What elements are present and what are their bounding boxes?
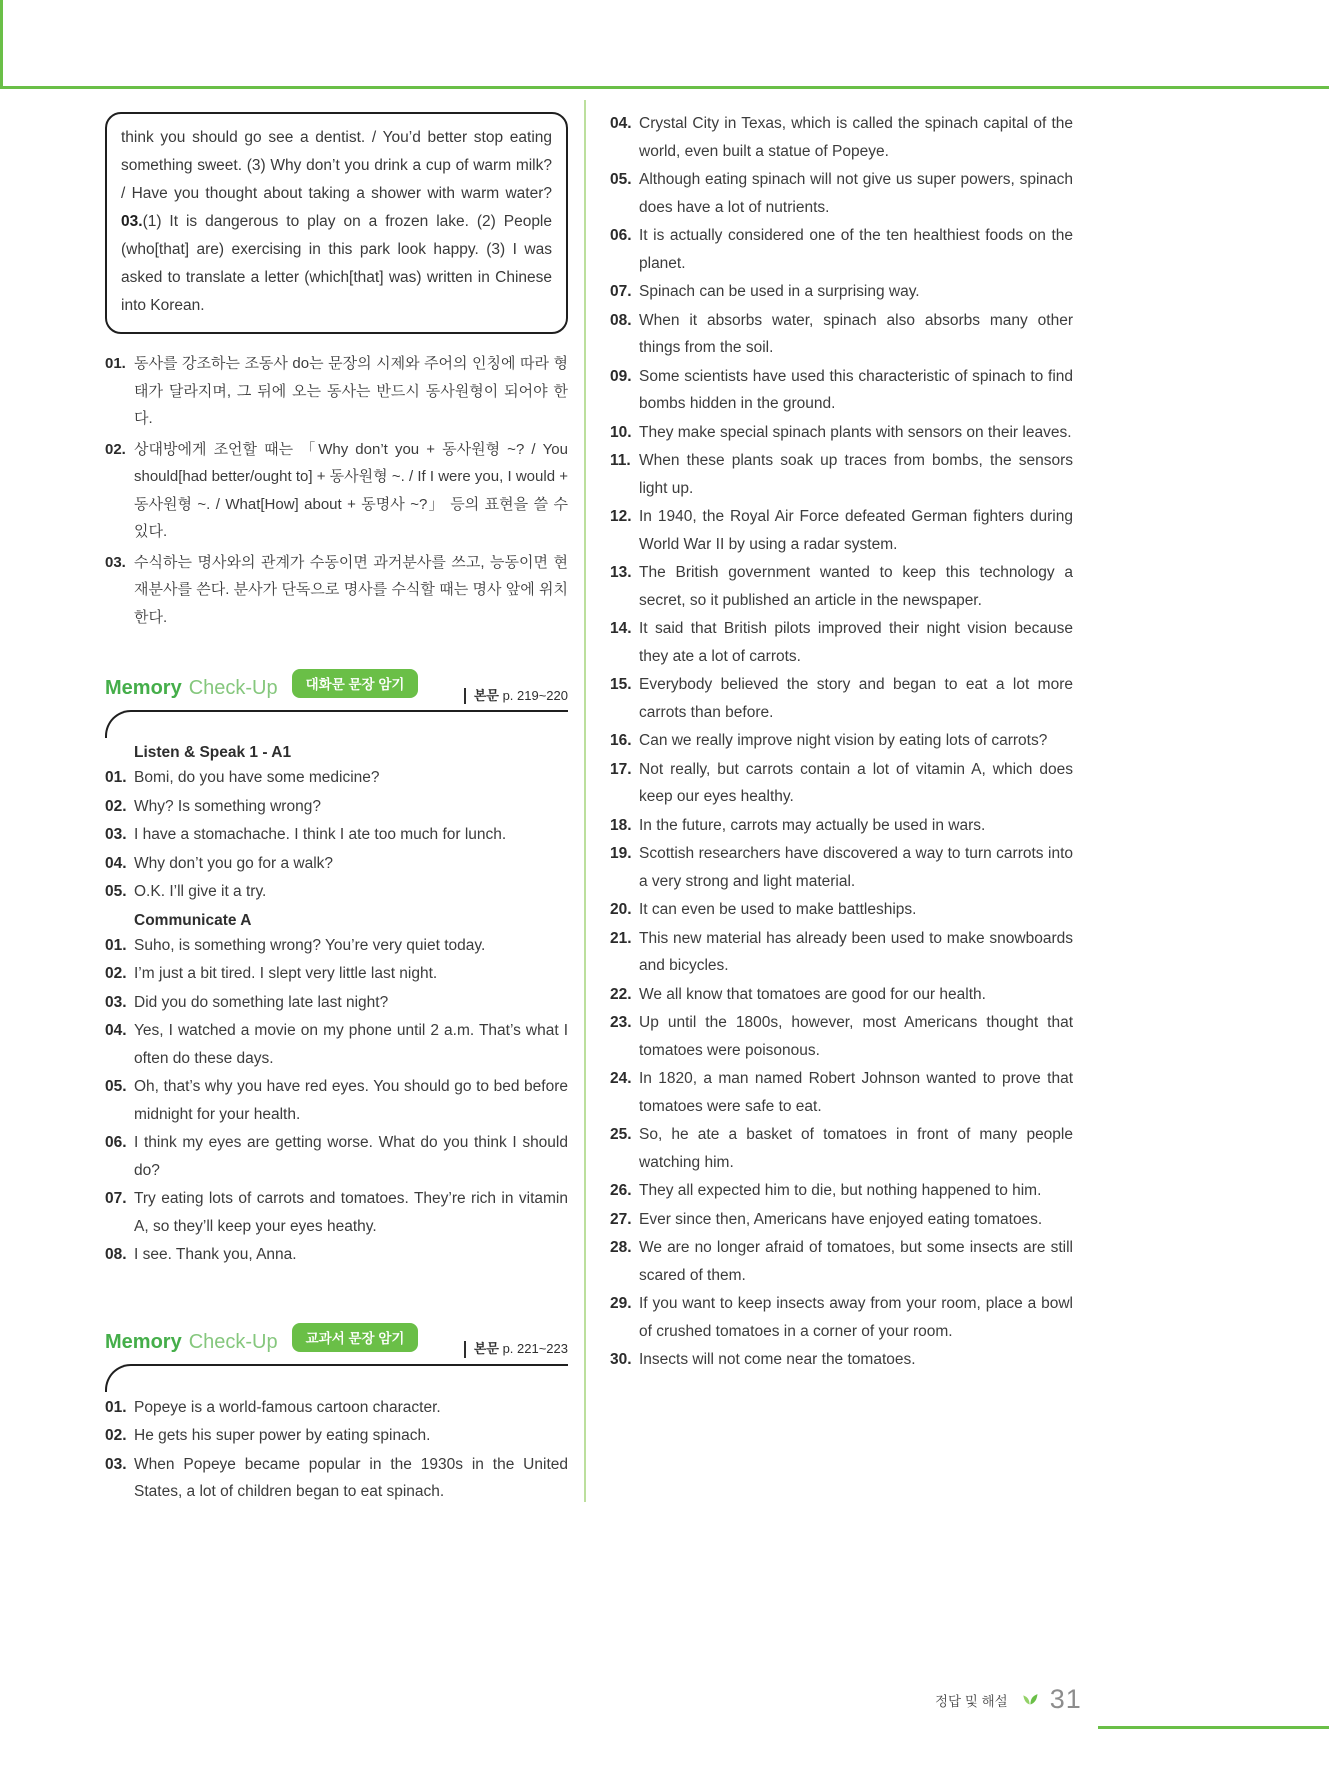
memory-checkup-header: [105, 1323, 568, 1357]
sentence-item: [610, 1177, 1073, 1205]
sentence-item: [105, 1394, 568, 1422]
item-number: 01.: [105, 355, 126, 372]
item-number: 17.: [610, 760, 632, 778]
answer-box-run: think you should go see a dentist. / You’d better stop eating something sweet. (3) Why don’t you drink a cup of warm milk? / Have you thought about taking a shower with warm water?: [121, 129, 552, 202]
right-column: [610, 110, 1073, 1375]
item-number: 01.: [105, 936, 127, 954]
item-text: Up until the 1800s, however, most Americans thought that tomatoes were poisonous.: [639, 1014, 1073, 1059]
item-number: 05.: [105, 1078, 127, 1095]
item-text: This new material has already been used to make snowboards and bicycles.: [639, 929, 1073, 974]
item-text: It is actually considered one of the ten healthiest foods on the planet.: [639, 227, 1073, 272]
item-text: 수식하는 명사와의 관계가 수동이면 과거분사를 쓰고, 능동이면 현재분사를 쓴다. 분사가 단독으로 명사를 수식할 때는 명사 앞에 위치한다.: [134, 553, 568, 626]
item-text: Not really, but carrots contain a lot of vitamin A, which does keep our eyes healthy.: [639, 760, 1073, 805]
item-number: 26.: [610, 1182, 632, 1199]
sentence-list: [105, 764, 568, 906]
item-number: 02.: [105, 440, 126, 458]
item-text: Suho, is something wrong? You’re very quiet today.: [134, 936, 486, 954]
answer-box-run-bold: 03.: [121, 213, 143, 230]
item-text: Some scientists have used this characteristic of spinach to find bombs hidden in the ground.: [639, 367, 1073, 412]
item-number: 07.: [610, 283, 632, 300]
item-number: 27.: [610, 1210, 632, 1228]
item-number: 02.: [105, 797, 127, 815]
sentence-item: [610, 419, 1073, 447]
sentence-item: [105, 793, 568, 821]
item-text: Yes, I watched a movie on my phone until 2 a.m. That’s what I often do these days.: [134, 1022, 568, 1067]
subsection-title: Communicate A: [134, 911, 252, 929]
item-text: It can even be used to make battleships.: [639, 901, 917, 918]
leaf-icon: [1020, 1687, 1040, 1712]
page-reference-pages: p. 219~220: [502, 687, 568, 703]
bottom-green-rule: [1098, 1726, 1329, 1729]
item-number: 30.: [610, 1351, 632, 1368]
item-text: Scottish researchers have discovered a way to turn carrots into a very strong and light material.: [639, 845, 1073, 890]
page-reference: [464, 1341, 568, 1357]
item-text: Did you do something late last night?: [134, 993, 389, 1011]
item-text: Everybody believed the story and began to eat a lot more carrots than before.: [639, 676, 1073, 721]
item-text: When Popeye became popular in the 1930s in the United States, a lot of children began to eat spinach.: [134, 1455, 568, 1500]
checkup-title: Check-Up: [188, 677, 278, 699]
section-corner-rule: [105, 1364, 568, 1392]
sentence-item: [610, 756, 1073, 811]
sentence-item: [105, 1451, 568, 1506]
item-text: We are no longer afraid of tomatoes, but some insects are still scared of them.: [639, 1239, 1073, 1284]
item-text: He gets his super power by eating spinach.: [134, 1427, 431, 1444]
item-number: 05.: [105, 883, 127, 900]
item-number: 28.: [610, 1239, 632, 1256]
item-number: 04.: [105, 854, 127, 872]
memory-title: Memory: [105, 1330, 182, 1353]
sentence-item: [610, 727, 1073, 755]
item-number: 11.: [610, 452, 631, 469]
sentence-item: [105, 1422, 568, 1450]
explanation-item: [105, 350, 568, 433]
sentence-list: [105, 1394, 568, 1506]
item-number: 16.: [610, 732, 632, 749]
sentence-item: [610, 1234, 1073, 1289]
item-number: 06.: [105, 1134, 127, 1151]
sentence-item: [610, 812, 1073, 840]
footer-label: 정답 및 해설: [935, 1693, 1008, 1709]
sentence-item: [610, 447, 1073, 502]
item-text: It said that British pilots improved their night vision because they ate a lot of carrots.: [639, 620, 1073, 665]
sentence-item: [610, 559, 1073, 614]
item-text: 상대방에게 조언할 때는 「Why don’t you + 동사원형 ~? / You should[had better/ought to] + 동사원형 ~. / If I were you, I would + 동사원형 ~. / What[How] about + 동명사 ~?」 등의 표현을 쓸 수 있다.: [134, 440, 568, 540]
sentence-item: [105, 989, 568, 1017]
sentence-item: [105, 1241, 568, 1269]
sentence-item: [610, 222, 1073, 277]
item-number: 10.: [610, 423, 632, 441]
item-number: 29.: [610, 1295, 632, 1312]
sentence-item: [610, 615, 1073, 670]
memory-checkup-dialog-section: [105, 669, 568, 1269]
item-number: 04.: [610, 115, 632, 132]
sentence-item: [610, 1290, 1073, 1345]
item-text: Crystal City in Texas, which is called the spinach capital of the world, even built a statue of Popeye.: [639, 115, 1073, 160]
item-number: 05.: [610, 171, 632, 188]
sentence-item: [105, 1129, 568, 1184]
sentence-item: [105, 1073, 568, 1128]
item-number: 04.: [105, 1022, 127, 1039]
item-number: 01.: [105, 1398, 127, 1416]
sentence-item: [610, 671, 1073, 726]
page-reference-label: 본문: [473, 687, 499, 703]
sentence-item: [105, 1185, 568, 1240]
item-number: 21.: [610, 929, 632, 947]
item-text: 동사를 강조하는 조동사 do는 문장의 시제와 주어의 인칭에 따라 형태가 달라지며, 그 뒤에 오는 동사는 반드시 동사원형이 되어야 한다.: [134, 355, 568, 427]
item-number: 03.: [105, 826, 127, 843]
item-text: They all expected him to die, but nothing happened to him.: [639, 1182, 1042, 1199]
item-text: I’m just a bit tired. I slept very little last night.: [134, 965, 438, 982]
item-text: I think my eyes are getting worse. What do you think I should do?: [134, 1134, 568, 1179]
sentence-item: [610, 1346, 1073, 1374]
item-text: In 1940, the Royal Air Force defeated German fighters during World War II by using a radar system.: [639, 508, 1073, 553]
item-number: 20.: [610, 901, 632, 918]
item-text: Although eating spinach will not give us super powers, spinach does have a lot of nutrients.: [639, 171, 1073, 216]
item-text: The British government wanted to keep this technology a secret, so it published an article in the newspaper.: [639, 564, 1073, 609]
answer-box: [105, 112, 568, 334]
memory-title: Memory: [105, 677, 182, 699]
item-number: 18.: [610, 816, 632, 834]
item-number: 25.: [610, 1126, 632, 1143]
explanation-item: [105, 549, 568, 632]
item-number: 03.: [105, 993, 127, 1011]
item-text: I see. Thank you, Anna.: [134, 1246, 297, 1263]
item-number: 07.: [105, 1190, 127, 1207]
explanation-item: [105, 436, 568, 546]
item-number: 22.: [610, 985, 632, 1003]
sentence-item: [105, 960, 568, 988]
sentence-item: [610, 1121, 1073, 1176]
item-text: Why don’t you go for a walk?: [134, 854, 334, 872]
item-text: We all know that tomatoes are good for our health.: [639, 985, 986, 1003]
sentence-item: [610, 166, 1073, 221]
page-reference-label: 본문: [473, 1341, 499, 1357]
item-number: 15.: [610, 676, 632, 693]
sentence-item: [610, 363, 1073, 418]
left-green-rule: [0, 0, 3, 89]
item-text: O.K. I’ll give it a try.: [134, 883, 267, 900]
section-corner-rule: [105, 710, 568, 738]
memory-checkup-textbook-section: [105, 1323, 568, 1506]
page-number: 31: [1049, 1684, 1082, 1714]
column-divider: [584, 100, 586, 1502]
checkup-title: Check-Up: [188, 1330, 278, 1353]
item-text: They make special spinach plants with sensors on their leaves.: [639, 423, 1072, 441]
sentence-item: [610, 278, 1073, 306]
item-text: Popeye is a world-famous cartoon character.: [134, 1398, 441, 1416]
sentence-item: [610, 307, 1073, 362]
page-reference-pages: p. 221~223: [502, 1341, 568, 1357]
section-badge: 교과서 문장 암기: [292, 1323, 419, 1352]
sentence-item: [610, 1065, 1073, 1120]
item-number: 14.: [610, 620, 632, 637]
item-text: Ever since then, Americans have enjoyed eating tomatoes.: [639, 1210, 1043, 1228]
item-number: 24.: [610, 1070, 632, 1087]
section-badge: 대화문 문장 암기: [292, 669, 419, 698]
item-number: 12.: [610, 508, 632, 525]
page-reference: [464, 688, 568, 704]
sentence-item: [105, 878, 568, 906]
sentence-item: [105, 764, 568, 792]
sentence-item: [610, 1206, 1073, 1234]
item-text: So, he ate a basket of tomatoes in front of many people watching him.: [639, 1126, 1073, 1171]
sentence-item: [105, 821, 568, 849]
item-number: 02.: [105, 1427, 127, 1444]
item-text: When it absorbs water, spinach also absorbs many other things from the soil.: [639, 311, 1073, 356]
sentence-item: [610, 896, 1073, 924]
item-text: When these plants soak up traces from bombs, the sensors light up.: [639, 452, 1073, 497]
item-number: 23.: [610, 1014, 632, 1031]
sentence-item: [610, 925, 1073, 980]
sentence-list: [610, 110, 1073, 1374]
sentence-item: [610, 110, 1073, 165]
item-number: 03.: [105, 1455, 127, 1473]
top-green-rule: [0, 86, 1329, 89]
item-text: If you want to keep insects away from your room, place a bowl of crushed tomatoes in a corner of your room.: [639, 1295, 1073, 1340]
item-text: Can we really improve night vision by eating lots of carrots?: [639, 732, 1048, 749]
sentence-item: [610, 981, 1073, 1009]
item-number: 08.: [610, 311, 632, 329]
item-text: Try eating lots of carrots and tomatoes. They’re rich in vitamin A, so they’ll keep your eyes heathy.: [134, 1190, 568, 1235]
answer-box-run: (1) It is dangerous to play on a frozen lake. (2) People (who[that] are) exercising in this park look happy. (3) I was asked to translate a letter (which[that] was) written in Chinese into Korean.: [121, 213, 552, 314]
sentence-item: [105, 850, 568, 878]
sentence-list: [105, 932, 568, 1269]
page-footer: [935, 1684, 1082, 1715]
item-text: Insects will not come near the tomatoes.: [639, 1351, 916, 1368]
item-number: 02.: [105, 965, 127, 982]
explanation-list: [105, 350, 568, 631]
memory-checkup-header: [105, 669, 568, 703]
item-text: Bomi, do you have some medicine?: [134, 769, 380, 786]
item-text: In the future, carrots may actually be used in wars.: [639, 816, 986, 834]
sentence-item: [610, 840, 1073, 895]
item-number: 08.: [105, 1246, 127, 1263]
sentence-item: [105, 932, 568, 960]
item-number: 06.: [610, 227, 632, 244]
subsection-title: Listen & Speak 1 - A1: [134, 744, 292, 761]
item-number: 01.: [105, 769, 127, 786]
item-text: I have a stomachache. I think I ate too much for lunch.: [134, 826, 507, 843]
item-number: 03.: [105, 553, 126, 571]
item-text: Oh, that’s why you have red eyes. You should go to bed before midnight for your health.: [134, 1078, 568, 1123]
sentence-item: [610, 503, 1073, 558]
sentence-item: [105, 1017, 568, 1072]
item-text: Why? Is something wrong?: [134, 797, 321, 815]
left-column: [105, 112, 568, 1507]
item-number: 19.: [610, 845, 632, 862]
item-text: Spinach can be used in a surprising way.: [639, 283, 920, 300]
sentence-item: [610, 1009, 1073, 1064]
item-number: 09.: [610, 367, 632, 385]
item-number: 13.: [610, 564, 632, 581]
item-text: In 1820, a man named Robert Johnson wanted to prove that tomatoes were safe to eat.: [639, 1070, 1073, 1115]
